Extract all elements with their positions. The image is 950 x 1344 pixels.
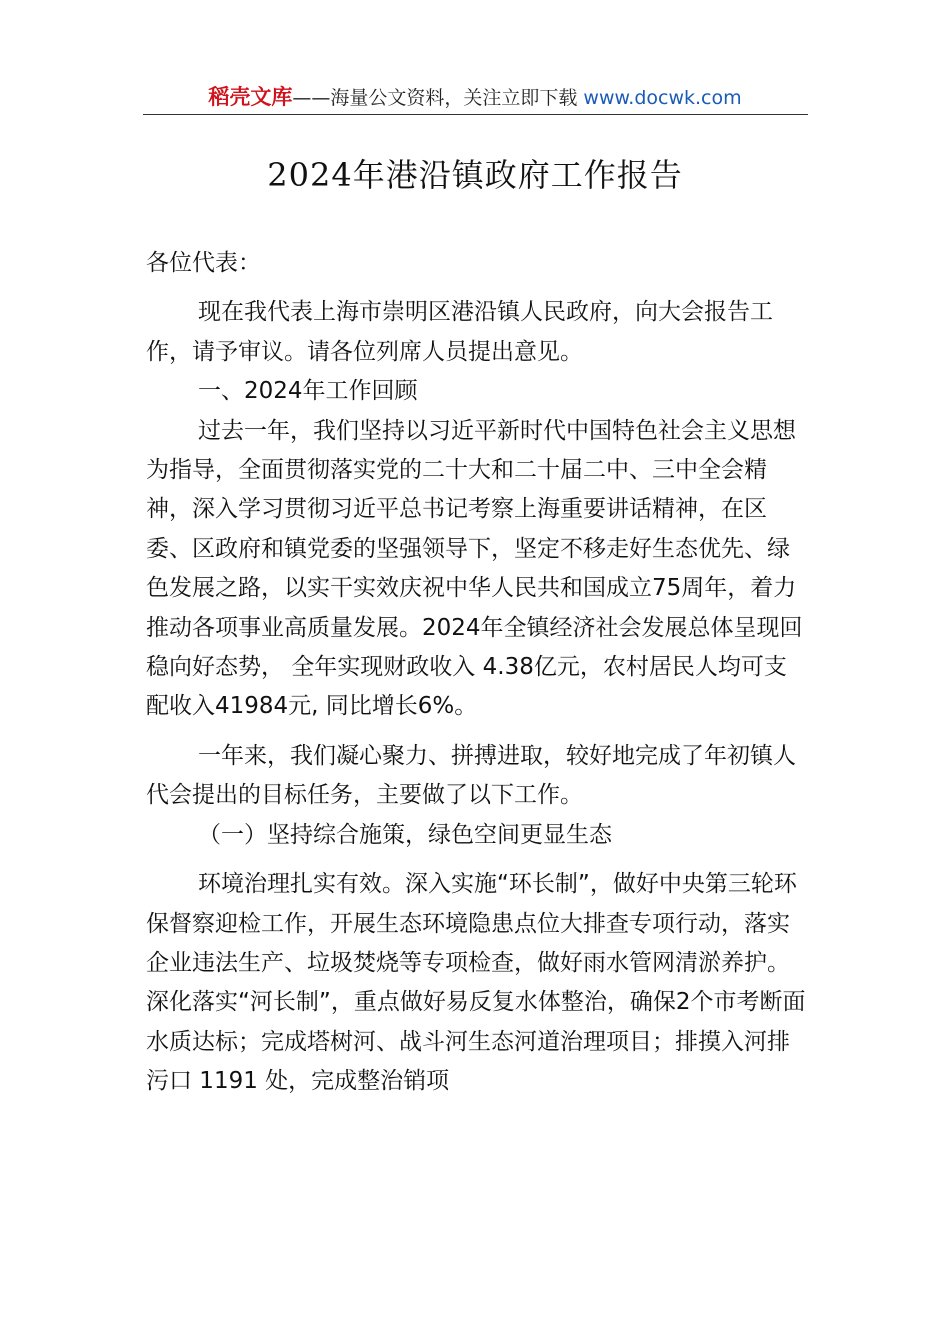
- page-header: [143, 84, 807, 114]
- document-body: [146, 244, 808, 1102]
- paragraph-overview: 过去一年，我们坚持以习近平新时代中国特色社会主义思想为指导，全面贯彻落实党的二十大和二十届二中、三中全会精神，深入学习贯彻习近平总书记考察上海重要讲话精神，在区委、区政府和镇党委的坚强领导下，坚定不移走好生态优先、绿色发展之路，以实干实效庆祝中华人民共和国成立75周年，着力推动各项事业高质量发展。2024年全镇经济社会发展总体呈现回稳向好态势， 全年实现财政收入 4.38亿元，农村居民人均可支配收入41984元, 同比增长6%。: [146, 417, 803, 720]
- subsection-heading-green: （一）坚持综合施策，绿色空间更显生态: [198, 821, 612, 848]
- brand-name: 稻壳文库: [208, 85, 293, 109]
- paragraph-summary: 一年来，我们凝心聚力、拼搏进取，较好地完成了年初镇人代会提出的目标任务，主要做了以下工作。: [146, 742, 796, 809]
- site-link[interactable]: www.docwk.com: [583, 87, 742, 109]
- document-title: 2024年港沿镇政府工作报告: [267, 156, 683, 194]
- header-divider: [143, 114, 808, 115]
- header-tagline: ——海量公文资料，关注立即下载: [292, 87, 578, 109]
- paragraph-environment: 环境治理扎实有效。深入实施“环长制”，做好中央第三轮环保督察迎检工作，开展生态环境隐患点位大排查专项行动，落实企业违法生产、垃圾焚烧等专项检查，做好雨水管网清淤养护。深化落实“河长制”，重点做好易反复水体整治，确保2个市考断面水质达标；完成塔树河、战斗河生态河道治理项目；排摸入河排污口 1191 处，完成整治销项: [146, 871, 806, 1095]
- section-heading-review: 一、2024年工作回顾: [198, 378, 418, 405]
- salutation: 各位代表：: [146, 250, 261, 276]
- paragraph-intro: 现在我代表上海市崇明区港沿镇人民政府，向大会报告工作，请予审议。请各位列席人员提出意见。: [146, 299, 773, 365]
